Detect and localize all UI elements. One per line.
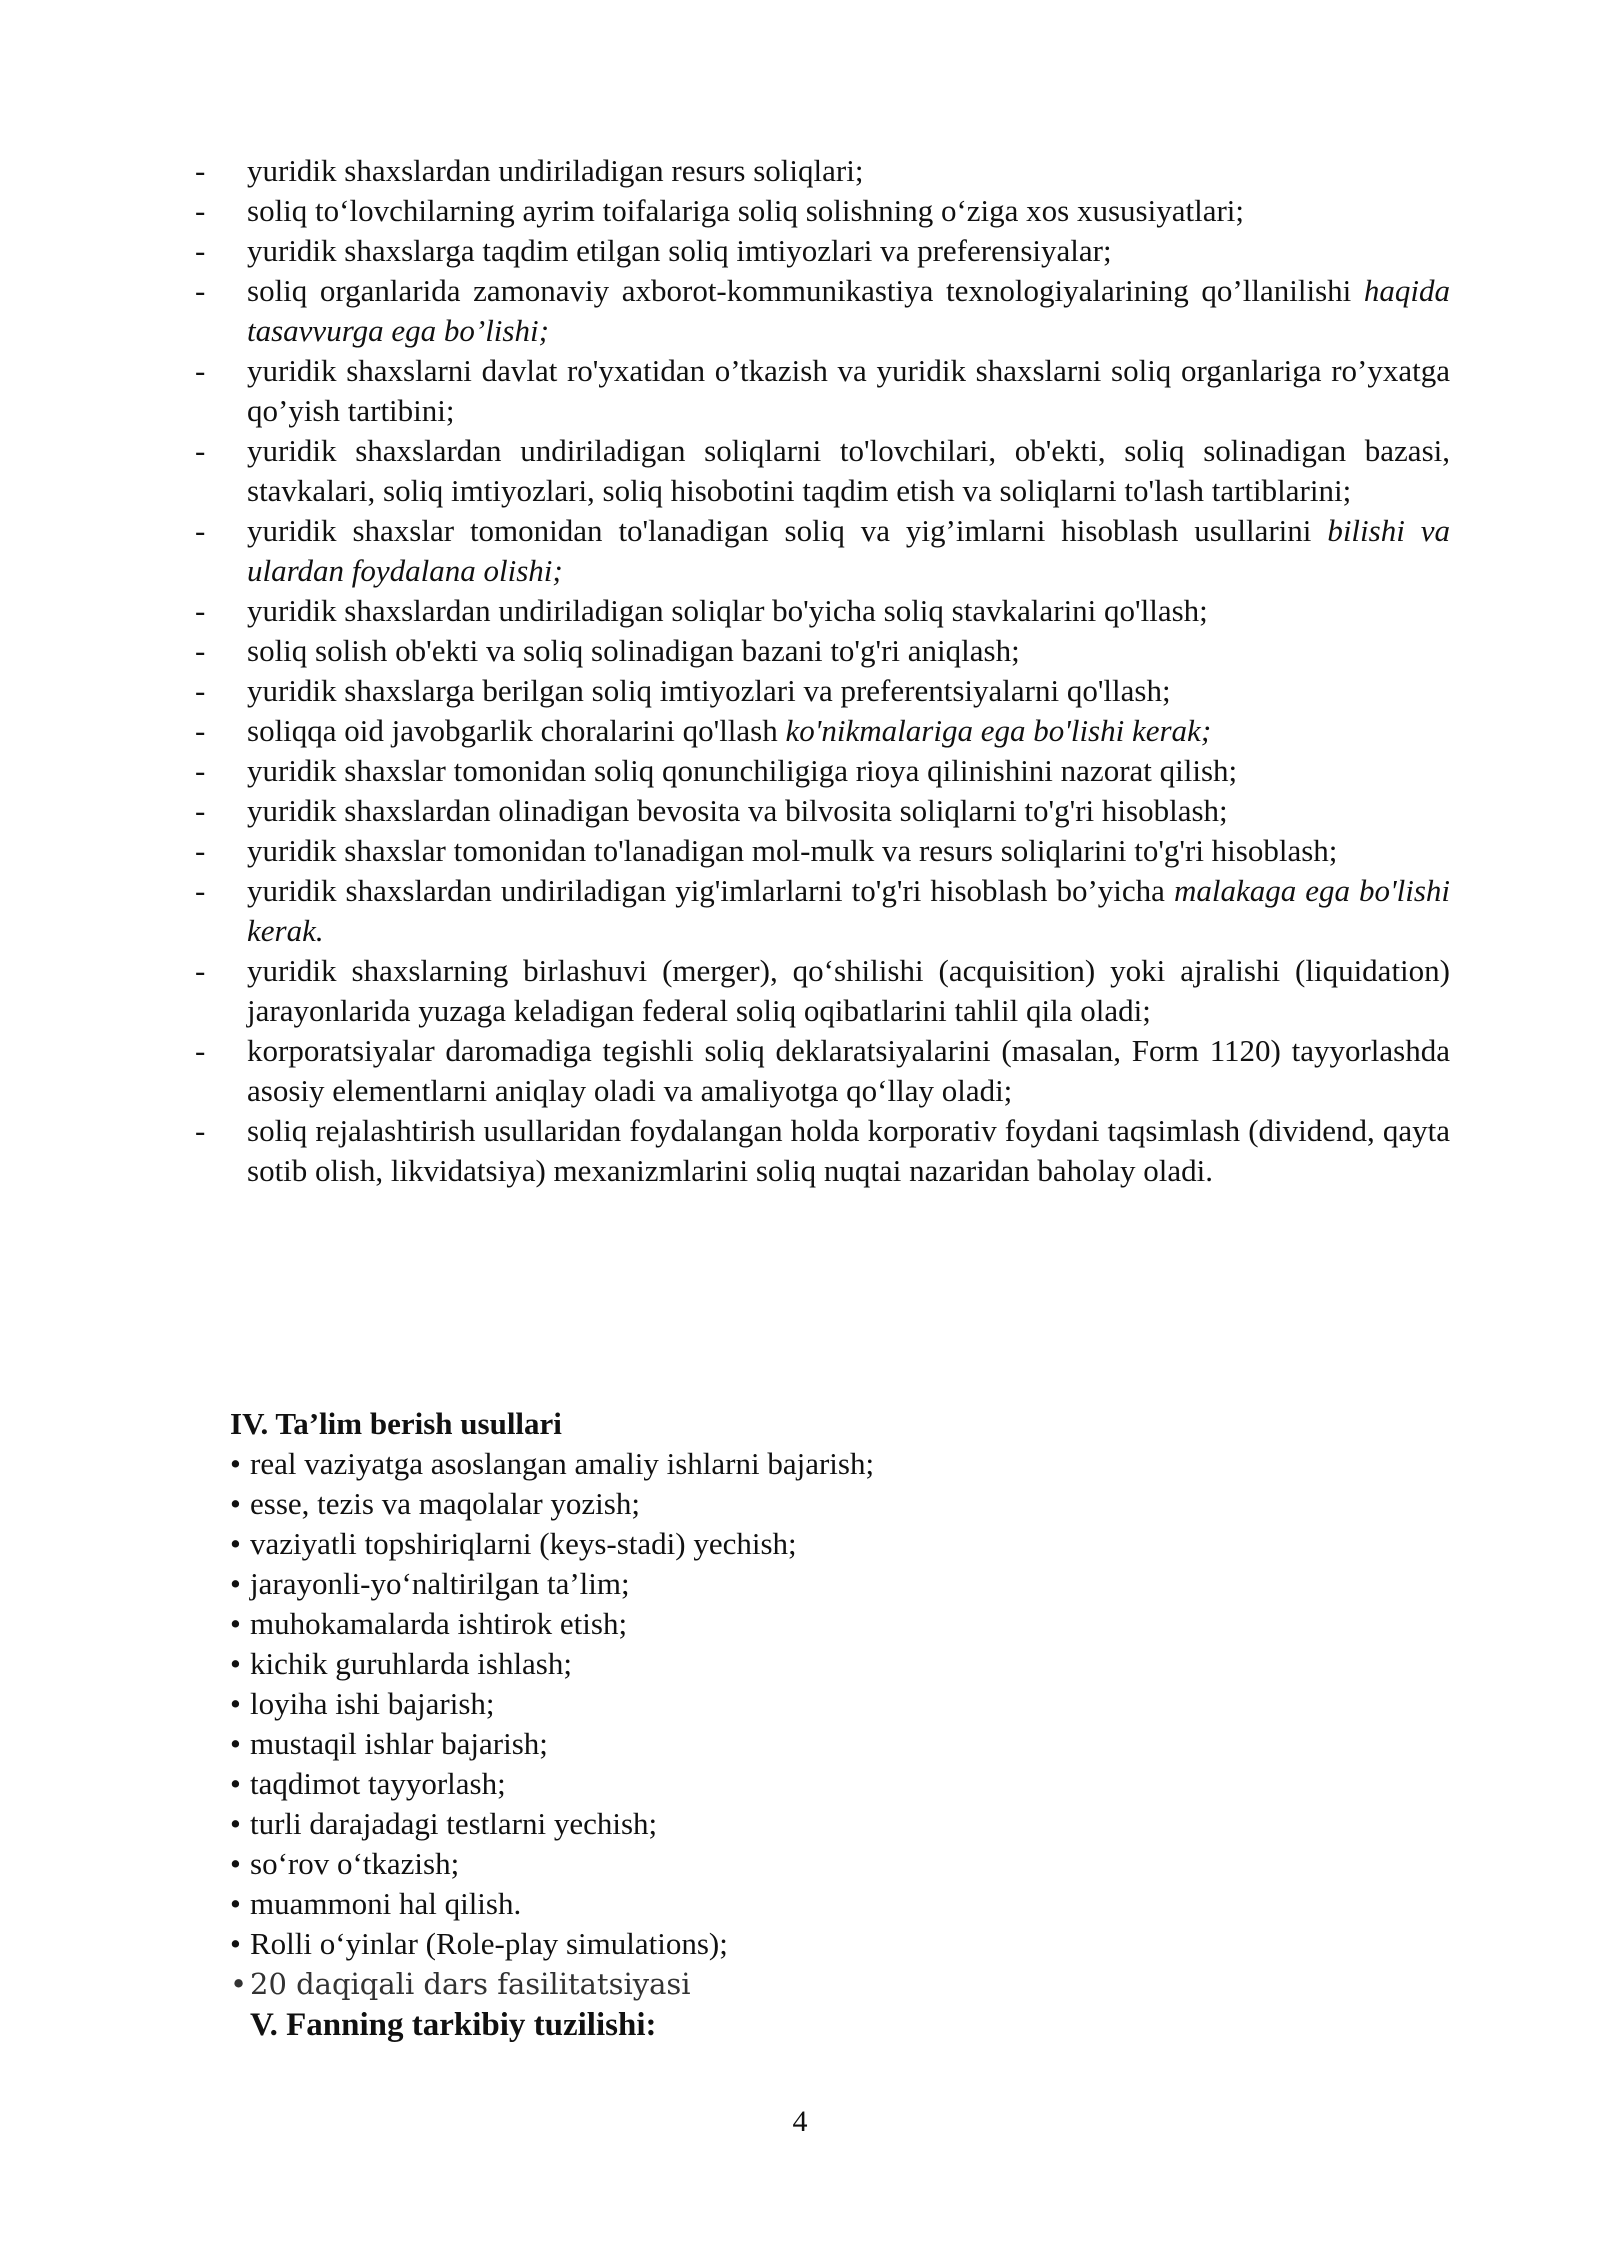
- list-item: [230, 1724, 1430, 1764]
- list-item-text: muammoni hal qilish.: [250, 1886, 522, 1921]
- list-item-text: yuridik shaxslar tomonidan to'lanadigan mol-mulk va resurs soliqlarini to'g'ri hisoblash;: [247, 833, 1338, 868]
- list-item: [195, 871, 1450, 951]
- section-heading-teaching-methods: IV. Ta’lim berish usullari: [230, 1406, 562, 1441]
- list-item-text: soliq rejalashtirish usullaridan foydalangan holda korporativ foydani taqsimlash (dividend, qayta sotib olish, likvidatsiya) mexanizmlarini soliq nuqtai nazaridan baholay oladi.: [247, 1113, 1450, 1188]
- list-item: [195, 1111, 1450, 1191]
- bullet-marker: •: [230, 1846, 241, 1881]
- teaching-methods-list: [230, 1444, 1430, 2004]
- bullet-marker: •: [230, 1686, 241, 1721]
- list-item-text: yuridik shaxslardan undiriladigan resurs soliqlari;: [247, 153, 864, 188]
- list-item: [230, 1844, 1430, 1884]
- list-item: [230, 1644, 1430, 1684]
- list-item: [195, 191, 1450, 231]
- dash-marker: -: [195, 433, 206, 468]
- list-item: [195, 951, 1450, 1031]
- list-item: [195, 271, 1450, 351]
- list-item-text: loyiha ishi bajarish;: [250, 1686, 495, 1721]
- bullet-marker: •: [230, 1646, 241, 1681]
- list-item: [230, 1924, 1430, 1964]
- bullet-marker: •: [230, 1446, 241, 1481]
- list-item-text: soliq solish ob'ekti va soliq solinadigan bazani to'g'ri aniqlash;: [247, 633, 1020, 668]
- list-item-emphasis: bilishi va ulardan foydalana olishi;: [247, 513, 1450, 588]
- list-item: [195, 671, 1450, 711]
- bullet-marker: •: [230, 1606, 241, 1641]
- list-item-emphasis: malakaga ega bo'lishi kerak.: [247, 873, 1450, 948]
- list-item: [230, 1804, 1430, 1844]
- list-item-text: vaziyatli topshiriqlarni (keys-stadi) yechish;: [250, 1526, 797, 1561]
- list-item: [195, 431, 1450, 511]
- dash-marker: -: [195, 1033, 206, 1068]
- dash-marker: -: [195, 713, 206, 748]
- list-item-text: yuridik shaxslar tomonidan soliq qonunchiligiga rioya qilinishini nazorat qilish;: [247, 753, 1238, 788]
- list-item-text: soliq to‘lovchilarning ayrim toifalariga soliq solishning o‘ziga xos xususiyatlari;: [247, 193, 1245, 228]
- list-item-text: yuridik shaxslar tomonidan to'lanadigan soliq va yig’imlarni hisoblash usullarini: [247, 513, 1328, 548]
- list-item-text: 20 daqiqali dars fasilitatsiyasi: [250, 1967, 691, 2001]
- section-heading-course-structure: V. Fanning tarkibiy tuzilishi:: [250, 2007, 657, 2043]
- dash-marker: -: [195, 673, 206, 708]
- bullet-marker: •: [230, 1806, 241, 1841]
- list-item-text: yuridik shaxslardan undiriladigan soliqlar bo'yicha soliq stavkalarini qo'llash;: [247, 593, 1208, 628]
- bullet-marker: •: [230, 1967, 248, 2001]
- dash-marker: -: [195, 1113, 206, 1148]
- list-item-emphasis: haqida tasavvurga ega bo’lishi;: [247, 273, 1450, 348]
- list-item: [230, 1684, 1430, 1724]
- list-item-emphasis: ko'nikmalariga ega bo'lishi kerak;: [785, 713, 1212, 748]
- list-item: [230, 1764, 1430, 1804]
- dash-marker: -: [195, 353, 206, 388]
- list-item: [230, 1484, 1430, 1524]
- dash-marker: -: [195, 793, 206, 828]
- list-item: [195, 1031, 1450, 1111]
- list-item-text: korporatsiyalar daromadiga tegishli soliq deklaratsiyalarini (masalan, Form 1120) tayyorlashda asosiy elementlarni aniqlay oladi va amaliyotga qo‘llay oladi;: [247, 1033, 1450, 1108]
- list-item-text: taqdimot tayyorlash;: [250, 1766, 506, 1801]
- dash-marker: -: [195, 633, 206, 668]
- bullet-marker: •: [230, 1766, 241, 1801]
- list-item-text: esse, tezis va maqolalar yozish;: [250, 1486, 640, 1521]
- list-item-text: real vaziyatga asoslangan amaliy ishlarni bajarish;: [250, 1446, 875, 1481]
- bullet-marker: •: [230, 1486, 241, 1521]
- list-item-text: yuridik shaxslarga taqdim etilgan soliq imtiyozlari va preferensiyalar;: [247, 233, 1112, 268]
- dash-marker: -: [195, 233, 206, 268]
- list-item: [230, 1964, 1430, 2004]
- list-item: [230, 1444, 1430, 1484]
- dash-marker: -: [195, 193, 206, 228]
- dash-marker: -: [195, 833, 206, 868]
- list-item: [195, 151, 1450, 191]
- dash-marker: -: [195, 753, 206, 788]
- list-item: [195, 231, 1450, 271]
- list-item-text: Rolli o‘yinlar (Role-play simulations);: [250, 1926, 728, 1961]
- list-item: [195, 711, 1450, 751]
- list-item-text: yuridik shaxslardan undiriladigan yig'imlarlarni to'g'ri hisoblash bo’yicha: [247, 873, 1174, 908]
- dash-marker: -: [195, 593, 206, 628]
- list-item: [195, 591, 1450, 631]
- list-item-text: yuridik shaxslardan undiriladigan soliqlarni to'lovchilari, ob'ekti, soliq solinadigan bazasi, stavkalari, soliq imtiyozlari, soliq hisobotini taqdim etish va soliqlarni to'lash tartiblarini;: [247, 433, 1450, 508]
- list-item-text: yuridik shaxslarning birlashuvi (merger), qo‘shilishi (acquisition) yoki ajralishi (liquidation) jarayonlarida yuzaga keladigan federal soliq oqibatlarini tahlil qila oladi;: [247, 953, 1450, 1028]
- list-item-text: yuridik shaxslarga berilgan soliq imtiyozlari va preferentsiyalarni qo'llash;: [247, 673, 1171, 708]
- list-item-text: yuridik shaxslarni davlat ro'yxatidan o’tkazish va yuridik shaxslarni soliq organlariga ro’yxatga qo’yish tartibini;: [247, 353, 1450, 428]
- list-item-text: muhokamalarda ishtirok etish;: [250, 1606, 628, 1641]
- list-item: [195, 791, 1450, 831]
- dash-marker: -: [195, 153, 206, 188]
- dash-marker: -: [195, 513, 206, 548]
- list-item-text: mustaqil ishlar bajarish;: [250, 1726, 548, 1761]
- dash-marker: -: [195, 873, 206, 908]
- list-item-text: jarayonli-yo‘naltirilgan ta’lim;: [250, 1566, 630, 1601]
- list-item: [195, 831, 1450, 871]
- list-item-text: so‘rov o‘tkazish;: [250, 1846, 460, 1881]
- competency-list: [195, 151, 1450, 1191]
- dash-marker: -: [195, 273, 206, 308]
- list-item: [195, 631, 1450, 671]
- bullet-marker: •: [230, 1566, 241, 1601]
- bullet-marker: •: [230, 1926, 241, 1961]
- list-item: [230, 1524, 1430, 1564]
- list-item: [230, 1604, 1430, 1644]
- list-item-text: yuridik shaxslardan olinadigan bevosita va bilvosita soliqlarni to'g'ri hisoblash;: [247, 793, 1228, 828]
- list-item-text: turli darajadagi testlarni yechish;: [250, 1806, 658, 1841]
- bullet-marker: •: [230, 1886, 241, 1921]
- list-item-text: soliq organlarida zamonaviy axborot-kommunikastiya texnologiyalarining qo’llanilishi: [247, 273, 1364, 308]
- dash-marker: -: [195, 953, 206, 988]
- bullet-marker: •: [230, 1726, 241, 1761]
- list-item-text: kichik guruhlarda ishlash;: [250, 1646, 572, 1681]
- list-item: [195, 751, 1450, 791]
- list-item: [195, 511, 1450, 591]
- bullet-marker: •: [230, 1526, 241, 1561]
- list-item: [230, 1564, 1430, 1604]
- list-item: [230, 1884, 1430, 1924]
- page-number: 4: [792, 2105, 808, 2138]
- list-item: [195, 351, 1450, 431]
- list-item-text: soliqqa oid javobgarlik choralarini qo'llash: [247, 713, 786, 748]
